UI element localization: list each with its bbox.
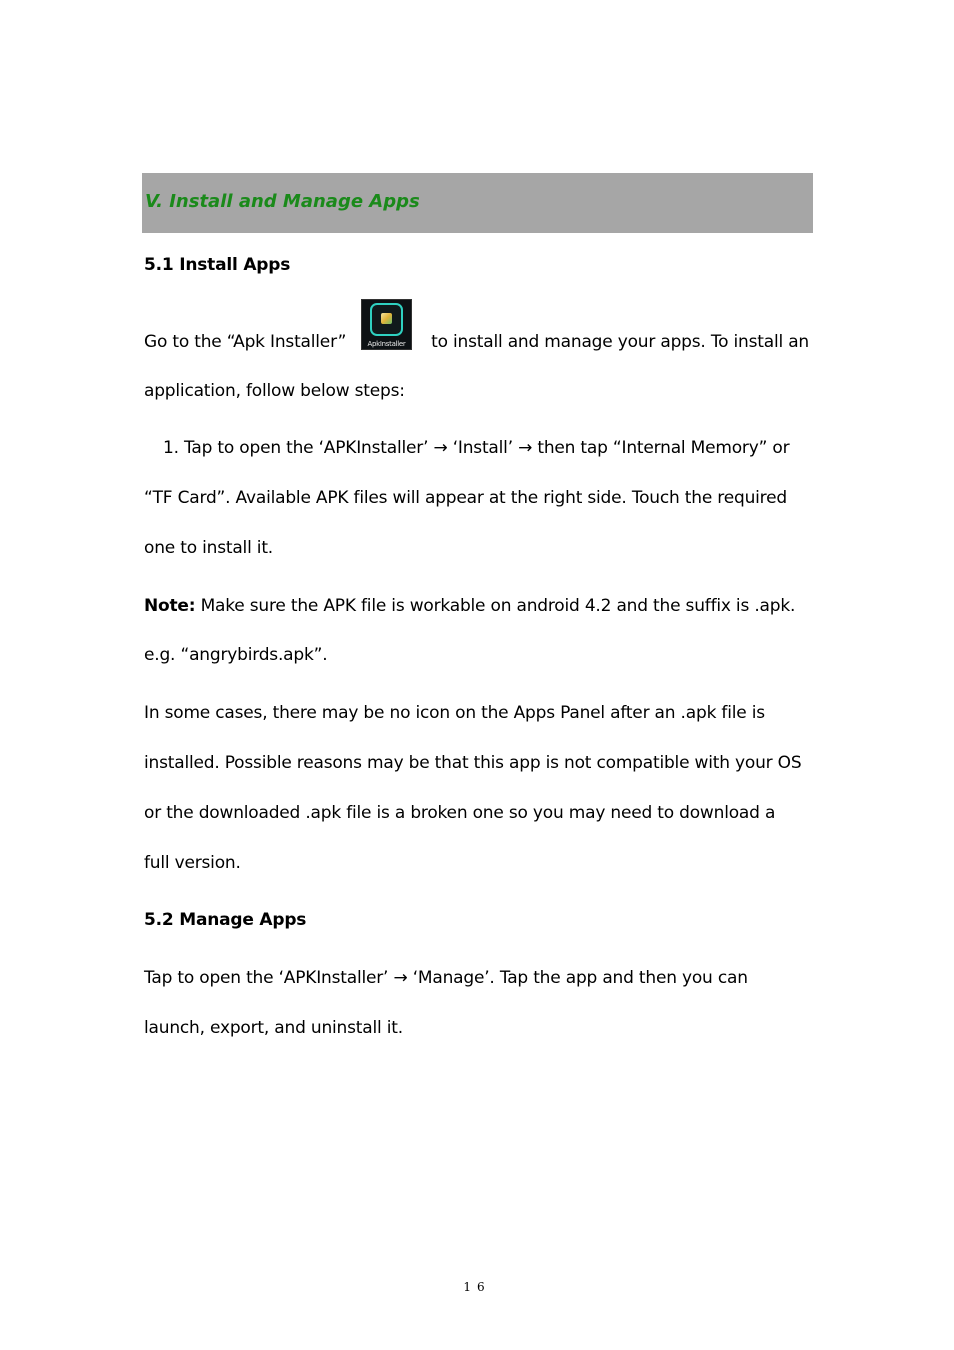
step1-line3: one to install it. (144, 538, 273, 558)
note-line2: e.g. “angrybirds.apk”. (144, 645, 328, 665)
step1-line2: “TF Card”. Available APK files will appear at the right side. Touch the required (144, 488, 787, 508)
cases-line3: or the downloaded .apk file is a broken one so you may need to download a (144, 803, 776, 823)
note-label: Note: (144, 596, 196, 616)
page-number: 16 (463, 1280, 491, 1294)
intro-text-before-icon: Go to the “Apk Installer” (144, 332, 347, 352)
install-apps-heading: 5.1 Install Apps (144, 255, 291, 275)
intro-text-line2: application, follow below steps: (144, 381, 405, 401)
package-cube-icon (381, 313, 392, 324)
section-title: V. Install and Manage Apps (145, 191, 420, 212)
cases-line4: full version. (144, 853, 241, 873)
step1-line1: 1. Tap to open the ‘APKInstaller’ → ‘Install’ → then tap “Internal Memory” or (163, 438, 790, 458)
manage-line1: Tap to open the ‘APKInstaller’ → ‘Manage’. Tap the app and then you can (144, 968, 748, 988)
cases-line2: installed. Possible reasons may be that this app is not compatible with your OS (144, 753, 802, 773)
intro-text-after-icon: to install and manage your apps. To install an (431, 332, 809, 352)
section-banner (142, 173, 813, 233)
note-line1 (144, 595, 809, 617)
manage-apps-heading: 5.2 Manage Apps (144, 910, 307, 930)
cases-line1: In some cases, there may be no icon on the Apps Panel after an .apk file is (144, 703, 765, 723)
note-text: Make sure the APK file is workable on android 4.2 and the suffix is .apk. (195, 596, 796, 616)
apk-installer-tile (370, 303, 403, 336)
apk-installer-icon (361, 299, 412, 350)
apk-installer-icon-caption: ApkInstaller (367, 340, 406, 348)
manage-line2: launch, export, and uninstall it. (144, 1018, 403, 1038)
